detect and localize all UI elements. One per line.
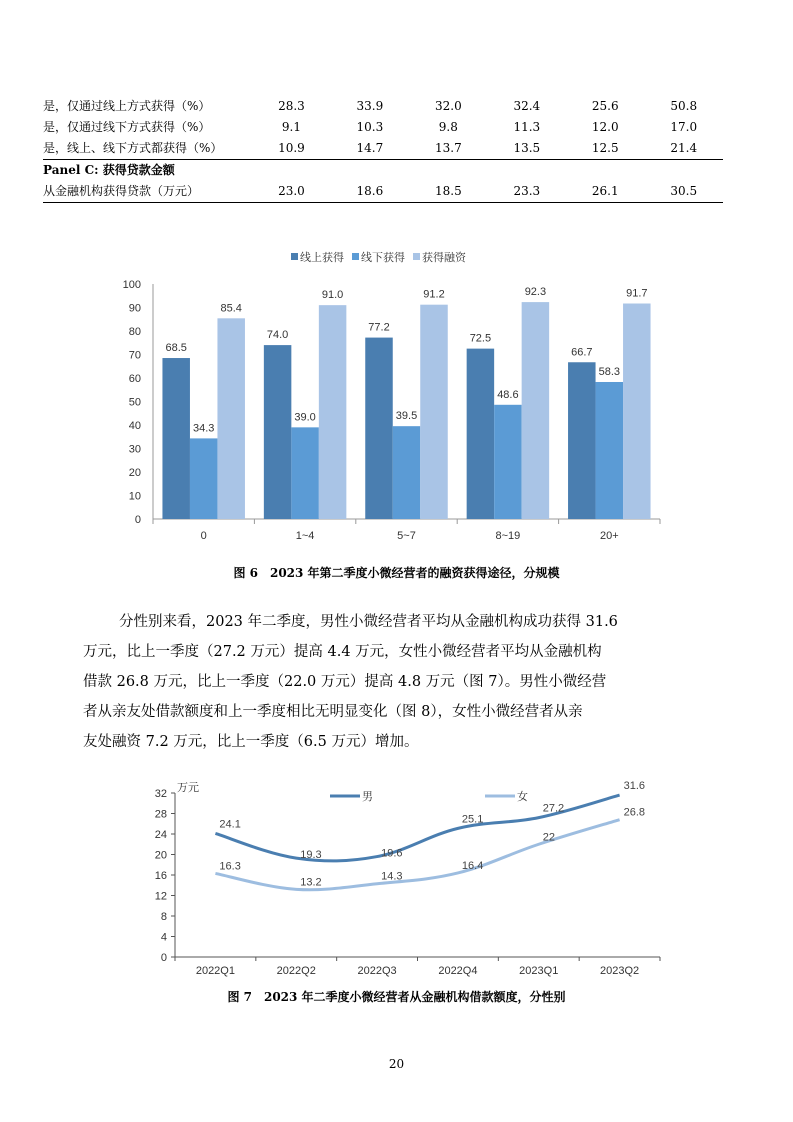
y-axis-unit: 万元 [177, 782, 199, 794]
x-tick-label: 1~4 [295, 530, 315, 542]
y-tick-label: 70 [128, 349, 141, 362]
bar [217, 318, 245, 519]
cell: 17.0 [670, 120, 698, 134]
data-label: 77.2 [368, 321, 390, 334]
legend-swatch [352, 253, 359, 260]
panel-header-row [43, 160, 723, 182]
bar [522, 302, 550, 519]
cell: 13.7 [434, 141, 462, 155]
y-tick-label: 0 [134, 514, 141, 526]
data-label: 14.3 [381, 870, 403, 883]
cell: 23.0 [252, 181, 330, 203]
data-table [43, 96, 723, 203]
cell: 32.0 [434, 99, 462, 113]
y-tick-label: 8 [160, 911, 167, 923]
figure-7-caption: 图 7 2023 年二季度小微经营者从金融机构借款额度，分性别 [227, 990, 566, 1004]
body-paragraph [83, 607, 679, 757]
y-tick-label: 28 [154, 808, 167, 821]
data-label: 91.7 [626, 287, 648, 300]
legend-label: 获得融资 [422, 252, 466, 264]
bar [264, 345, 292, 519]
row-label: 从金融机构获得贷款（万元） [43, 181, 252, 203]
table-row [43, 181, 723, 203]
row-label: 是，线上、线下方式都获得（%） [43, 141, 223, 155]
figure-6-caption: 图 6 2023 年第二季度小微经营者的融资获得途径，分规模 [233, 566, 560, 580]
bar [319, 305, 347, 519]
cell: 18.5 [409, 181, 487, 203]
y-tick-label: 16 [154, 870, 167, 882]
table-row [43, 96, 723, 117]
y-tick-label: 40 [128, 420, 141, 432]
cell: 10.9 [278, 141, 305, 155]
bar [596, 382, 624, 519]
cell: 12.5 [591, 141, 619, 155]
bar [568, 362, 596, 519]
cell: 13.5 [513, 141, 541, 155]
data-label: 16.3 [219, 860, 241, 873]
legend-label: 线上获得 [300, 252, 344, 264]
data-label: 22 [542, 831, 555, 844]
panel-c-title: Panel C: 获得贷款金额 [43, 160, 723, 182]
data-label: 85.4 [220, 302, 242, 315]
y-tick-label: 32 [154, 788, 167, 800]
bar [365, 338, 393, 519]
cell: 9.1 [281, 120, 301, 134]
row-label: 是，仅通过线下方式获得（%） [43, 120, 211, 134]
paragraph-line: 友处融资 7.2 万元，比上一季度（6.5 万元）增加。 [83, 734, 419, 750]
x-tick-label: 8~19 [495, 530, 521, 542]
page-number: 20 [388, 1057, 405, 1071]
line-chart [130, 778, 670, 983]
bar [190, 438, 218, 519]
paragraph-line: 万元，比上一季度（27.2 万元）提高 4.4 万元，女性小微经营者平均从金融机构 [83, 644, 602, 660]
cell: 10.3 [356, 120, 384, 134]
cell: 14.7 [356, 141, 384, 155]
legend-label: 线下获得 [361, 252, 405, 264]
data-label: 19.3 [300, 849, 322, 862]
y-tick-label: 50 [128, 396, 141, 409]
data-label: 19.6 [381, 847, 403, 860]
table-row [43, 138, 723, 160]
cell: 28.3 [278, 99, 305, 113]
data-label: 26.8 [623, 806, 646, 819]
data-label: 91.0 [321, 289, 344, 302]
data-label: 58.3 [598, 365, 621, 378]
data-label: 91.2 [423, 288, 445, 301]
y-tick-label: 90 [128, 302, 141, 315]
cell: 33.9 [356, 99, 384, 113]
bar [467, 349, 495, 519]
data-label: 39.5 [395, 410, 418, 423]
data-label: 24.1 [219, 818, 241, 831]
data-label: 25.1 [461, 813, 484, 826]
cell: 26.1 [566, 181, 644, 203]
paragraph-line: 者从亲友处借款额度和上一季度相比无明显变化（图 8），女性小微经营者从亲 [83, 704, 583, 720]
bar [420, 305, 448, 519]
cell: 23.3 [488, 181, 566, 203]
bar-chart [100, 240, 680, 550]
bar [162, 358, 190, 519]
y-tick-label: 100 [122, 279, 141, 291]
x-tick-label: 2022Q1 [195, 965, 235, 977]
y-tick-label: 20 [154, 849, 167, 862]
x-tick-label: 2022Q2 [276, 965, 316, 977]
bar [291, 427, 319, 519]
cell: 32.4 [513, 99, 541, 113]
y-tick-label: 0 [160, 952, 167, 964]
data-label: 92.3 [524, 286, 547, 299]
bar [494, 405, 522, 519]
paragraph-line: 借款 26.8 万元，比上一季度（22.0 万元）提高 4.8 万元（图 7）。男性小微经营 [83, 674, 607, 690]
row-label: 是，仅通过线上方式获得（%） [43, 99, 211, 113]
cell: 11.3 [513, 120, 541, 134]
bar [393, 426, 421, 519]
cell: 50.8 [670, 99, 698, 113]
cell: 25.6 [591, 99, 619, 113]
bar [623, 304, 651, 519]
y-tick-label: 20 [128, 467, 141, 479]
data-label: 27.2 [542, 802, 565, 815]
data-label: 48.6 [497, 388, 519, 401]
data-label: 34.3 [192, 422, 215, 435]
x-tick-label: 2022Q3 [357, 965, 397, 977]
y-tick-label: 30 [128, 443, 141, 456]
x-tick-label: 2023Q2 [600, 965, 640, 977]
legend-swatch [413, 253, 420, 260]
cell: 18.6 [331, 181, 409, 203]
y-tick-label: 12 [154, 890, 167, 903]
legend-swatch [291, 253, 298, 260]
x-tick-label: 2022Q4 [438, 965, 478, 977]
data-label: 16.4 [461, 859, 484, 872]
cell: 9.8 [438, 120, 458, 134]
cell: 12.0 [591, 120, 619, 134]
y-tick-label: 60 [128, 373, 141, 385]
data-label: 13.2 [300, 876, 322, 889]
cell: 30.5 [644, 181, 723, 203]
legend-label: 男 [362, 791, 373, 803]
data-label: 74.0 [266, 329, 289, 342]
paragraph-line: 分性别来看，2023 年二季度，男性小微经营者平均从金融机构成功获得 31.6 [119, 614, 618, 630]
y-tick-label: 10 [128, 490, 141, 503]
cell: 21.4 [670, 141, 698, 155]
y-tick-label: 24 [154, 829, 167, 841]
y-tick-label: 4 [160, 931, 167, 944]
data-label: 66.7 [571, 346, 593, 359]
x-tick-label: 2023Q1 [519, 965, 559, 977]
x-tick-label: 5~7 [397, 530, 416, 542]
legend-label: 女 [517, 791, 528, 803]
data-label: 39.0 [294, 411, 316, 424]
y-tick-label: 80 [128, 326, 141, 338]
data-label: 31.6 [623, 780, 646, 793]
table-row [43, 117, 723, 138]
data-label: 72.5 [469, 332, 492, 345]
x-tick-label: 0 [200, 530, 207, 542]
data-label: 68.5 [165, 342, 187, 355]
x-tick-label: 20+ [599, 530, 619, 542]
